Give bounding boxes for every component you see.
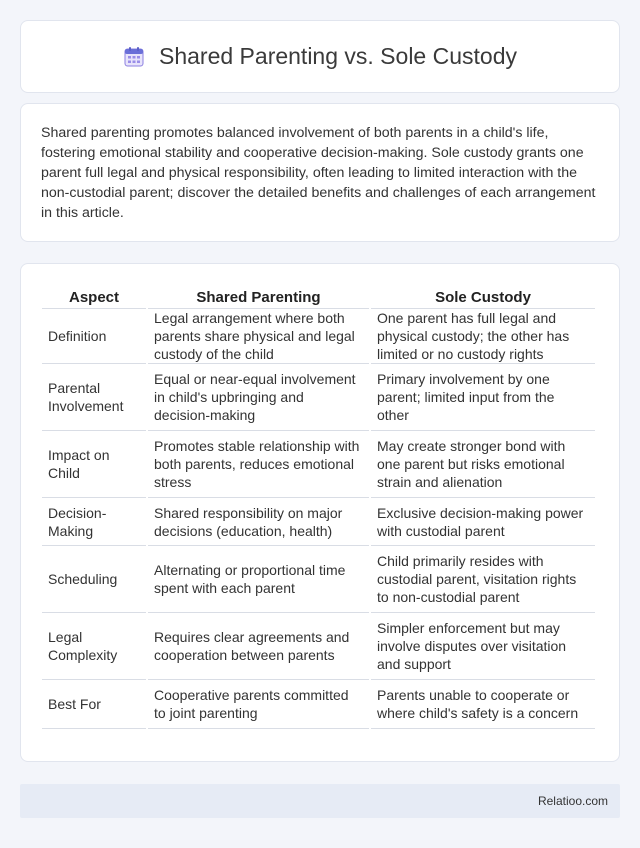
aspect-cell: Definition (42, 309, 146, 364)
table-row (42, 431, 595, 498)
shared-cell: Requires clear agreements and cooperation between parents (148, 613, 369, 680)
shared-cell: Promotes stable relationship with both parents, reduces emotional stress (148, 431, 369, 498)
sole-cell: May create stronger bond with one parent but risks emotional strain and alienation (371, 431, 595, 498)
header-aspect: Aspect (42, 284, 146, 309)
sole-cell: Exclusive decision-making power with custodial parent (371, 498, 595, 546)
footer-brand: Relatioo.com (537, 794, 608, 808)
header-sole-custody: Sole Custody (371, 284, 595, 309)
shared-cell: Legal arrangement where both parents share physical and legal custody of the child (148, 309, 369, 364)
table-row (42, 309, 595, 364)
comparison-table (40, 284, 597, 729)
footer (20, 784, 620, 818)
aspect-cell: Scheduling (42, 546, 146, 613)
shared-cell: Equal or near-equal involvement in child's upbringing and decision-making (148, 364, 369, 431)
intro-card (20, 103, 620, 242)
title-card (20, 20, 620, 93)
calendar-icon (123, 46, 145, 68)
aspect-cell: Parental Involvement (42, 364, 146, 431)
page-title: Shared Parenting vs. Sole Custody (159, 43, 517, 69)
sole-cell: Parents unable to cooperate or where child's safety is a concern (371, 680, 595, 729)
intro-text: Shared parenting promotes balanced involvement of both parents in a child's life, fostering emotional stability and cooperative decision-making. Sole custody grants one parent full legal and physical responsibility, often leading to limited interaction with the non-custodial parent; discover the detailed benefits and challenges of each arrangement in this article. (41, 125, 596, 221)
table-row (42, 546, 595, 613)
aspect-cell: Impact on Child (42, 431, 146, 498)
sole-cell: Simpler enforcement but may involve disputes over visitation and support (371, 613, 595, 680)
table-header-row (42, 284, 595, 309)
table-row (42, 364, 595, 431)
shared-cell: Alternating or proportional time spent with each parent (148, 546, 369, 613)
sole-cell: Child primarily resides with custodial parent, visitation rights to non-custodial parent (371, 546, 595, 613)
shared-cell: Cooperative parents committed to joint parenting (148, 680, 369, 729)
table-row (42, 498, 595, 546)
aspect-cell: Best For (42, 680, 146, 729)
sole-cell: One parent has full legal and physical custody; the other has limited or no custody rights (371, 309, 595, 364)
aspect-cell: Legal Complexity (42, 613, 146, 680)
sole-cell: Primary involvement by one parent; limited input from the other (371, 364, 595, 431)
table-row (42, 613, 595, 680)
header-shared-parenting: Shared Parenting (148, 284, 369, 309)
aspect-cell: Decision-Making (42, 498, 146, 546)
comparison-card (20, 263, 620, 762)
shared-cell: Shared responsibility on major decisions (education, health) (148, 498, 369, 546)
table-row (42, 680, 595, 729)
